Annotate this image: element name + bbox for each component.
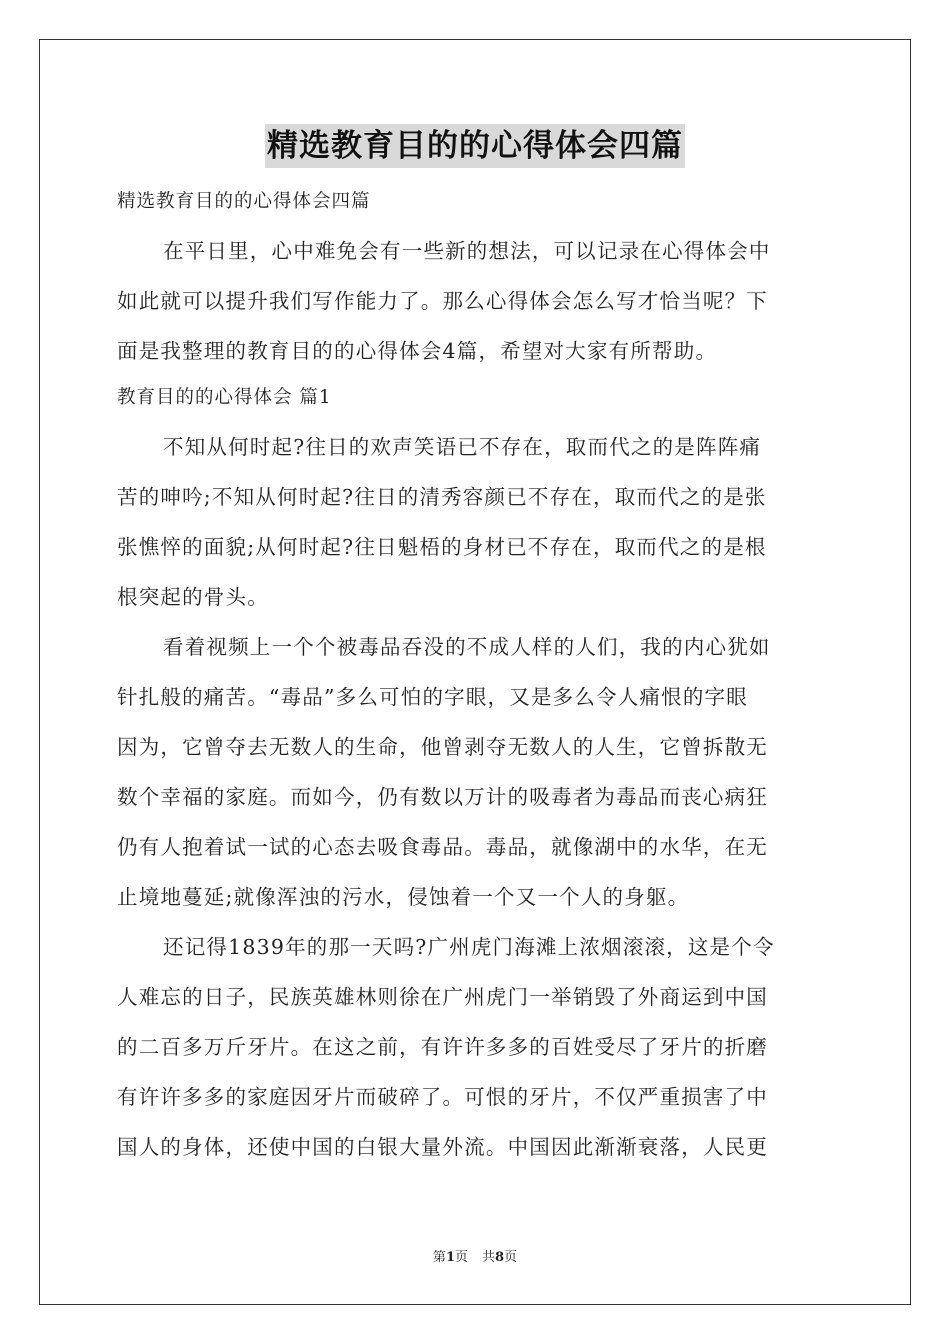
paragraph-2 xyxy=(117,622,837,922)
title-container xyxy=(0,124,950,168)
text-line: 人难忘的日子，民族英雄林则徐在广州虎门一举销毁了外商运到中国 xyxy=(117,985,768,1009)
text-line: 数个幸福的家庭。而如今，仍有数以万计的吸毒者为毒品而丧心病狂 xyxy=(117,785,768,809)
text-line: 因为，它曾夺去无数人的生命，他曾剥夺无数人的人生，它曾拆散无 xyxy=(117,735,768,759)
text-line: 面是我整理的教育目的的心得体会4篇，希望对大家有所帮助。 xyxy=(117,339,718,363)
text-line: 还记得1839年的那一天吗?广州虎门海滩上浓烟滚滚，这是个令 xyxy=(163,935,775,959)
text-line: 苦的呻吟;不知从何时起?往日的清秀容颜已不存在，取而代之的是张 xyxy=(117,485,767,509)
text-line: 根突起的骨头。 xyxy=(117,585,269,609)
text-line: 的二百多万斤牙片。在这之前，有许许多多的百姓受尽了牙片的折磨 xyxy=(117,1035,768,1059)
page-current: 1 xyxy=(445,1250,455,1265)
page-prefix: 第 xyxy=(432,1250,446,1265)
text-line: 国人的身体，还使中国的白银大量外流。中国因此渐渐衰落，人民更 xyxy=(117,1135,768,1159)
text-line: 如此就可以提升我们写作能力了。那么心得体会怎么写才恰当呢？下 xyxy=(117,289,768,313)
total-suffix: 页 xyxy=(504,1250,518,1265)
paragraph-1 xyxy=(117,422,837,622)
intro-paragraph xyxy=(117,226,837,376)
document-subtitle: 精选教育目的的心得体会四篇 xyxy=(117,191,371,212)
paragraph-3 xyxy=(117,922,837,1172)
page-footer xyxy=(0,1246,950,1265)
text-line: 看着视频上一个个被毒品吞没的不成人样的人们，我的内心犹如 xyxy=(163,635,771,659)
section-heading: 教育目的的心得体会 篇1 xyxy=(117,387,332,408)
text-line: 张憔悴的面貌;从何时起?往日魁梧的身材已不存在，取而代之的是根 xyxy=(117,535,767,559)
text-line: 不知从何时起?往日的欢声笑语已不存在，取而代之的是阵阵痛 xyxy=(163,435,762,459)
document-body xyxy=(117,180,837,1172)
page-total: 8 xyxy=(495,1250,505,1265)
text-line: 有许许多多的家庭因牙片而破碎了。可恨的牙片，不仅严重损害了中 xyxy=(117,1085,768,1109)
text-line: 针扎般的痛苦。“毒品”多么可怕的字眼，又是多么令人痛恨的字眼 xyxy=(117,685,748,709)
page-suffix: 页 xyxy=(454,1250,468,1265)
text-line: 仍有人抱着试一试的心态去吸食毒品。毒品，就像湖中的水华，在无 xyxy=(117,835,768,859)
document-title: 精选教育目的的心得体会四篇 xyxy=(265,124,685,168)
text-line: 在平日里，心中难免会有一些新的想法，可以记录在心得体会中 xyxy=(163,239,771,263)
total-prefix: 共 xyxy=(482,1250,496,1265)
text-line: 止境地蔓延;就像浑浊的污水，侵蚀着一个又一个人的身躯。 xyxy=(117,885,690,909)
